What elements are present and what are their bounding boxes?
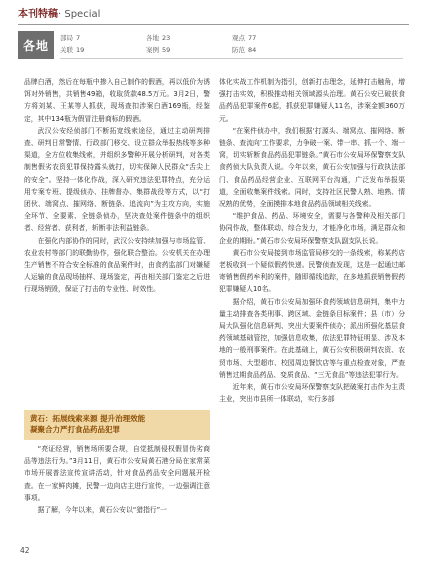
stat-name: 各地 [146, 34, 159, 42]
stat-value: 7 [76, 34, 81, 42]
paragraph: 黄石市公安局接到市场监管局移交的一条线索，称某药店老板收到一个疑似假药快递。民警侦查发现，这是一起通过邮寄销售假药牟利的案件，随即循线追踪，在多地抓获销售假药犯罪嫌疑人10名。 [219, 248, 405, 294]
paragraph: 体化实战工作机制为指引，创新打击理念，延伸打击触角，增强打击实效，积极推动相关领域源头治理。黄石公安已破获食品药品犯罪案件6起，抓获犯罪嫌疑人11名，涉案金额360万元。 [219, 78, 405, 123]
stat-item [232, 33, 256, 42]
stat-name: 部局 [60, 34, 73, 42]
stat-item [146, 33, 170, 42]
paragraph: 据了解，今年以来，黄石公安以“猎指行”一 [37, 506, 167, 515]
left-column [24, 76, 210, 296]
stat-item [60, 33, 80, 42]
stat-value: 84 [248, 46, 257, 54]
header-subtitle: · Special [58, 9, 101, 20]
left-column-lower [24, 443, 210, 516]
stat-name: 观点 [232, 34, 245, 42]
section-subheading [24, 410, 210, 440]
stat-name: 案例 [146, 46, 159, 54]
paragraph: 武汉公安经侦部门不断拓宽线索途径，通过主动研判排查、研判日常警情、行政部门移交、设立群众举报热线等多种渠道，全方位收集线索，并组织多警种开展分析研判，对各类制售假劣农资犯罪保持露头就打，切实保障人民群众“舌尖上的安全”。坚持一体化作战，深入研究违法犯罪特点，充分运用专案专班、提级侦办、挂牌督办、集群战役等方式，以“打团伙、端窝点、摧网络、断链条、追流向”为主攻方向，实施全环节、全要素、全链条侦办，坚决查处案件链条中的组织者、经营者、获利者，斩断非法利益链条。 [24, 126, 210, 233]
stat-name: 防范 [232, 46, 245, 54]
page-number: 42 [20, 546, 30, 555]
stat-name: 关联 [60, 46, 73, 54]
stat-item [232, 45, 256, 54]
region-divider [60, 58, 403, 59]
right-column [219, 76, 405, 405]
paragraph: 近年来，黄石市公安局环保警察支队把破案打击作为主责主业，突出市县所一体联动，实行多部 [219, 383, 405, 404]
paragraph: 据介绍，黄石市公安局加强环食药领域信息研判，集中力量主动排查各类刑事、跨区域、金链条目标案件；县（市）分局大队强化信息研判、突出大要案件侦办；派出所强化基层食药领域基础管控，加强信息收集，依法犯罪特征明显、涉及本地的一般刑事案件。在此基础上，黄石公安积极研判农资、农贸市场、大型超市、校园周边餐饮店等与重点检查对象，严查销售过期食品药品、变质食品、“三无食品”等违法犯罪行为。 [219, 297, 405, 379]
stat-value: 59 [162, 46, 171, 54]
header-rule [18, 24, 409, 25]
region-info-box [18, 31, 403, 59]
stat-item [60, 45, 84, 54]
header-title-main: 本刊特稿 [18, 9, 58, 20]
paragraph: 品牌白酒，然后在每瓶中掺入自己制作的假酒，再以低价为诱饵对外销售，共销售49箱，收取货款48.5万元。3月2日，警方将刘某、王某等人抓获，现场查扣涉案白酒169瓶，经鉴定，其中134瓶为假冒注册商标的假酒。 [24, 78, 210, 123]
stat-value: 23 [162, 34, 171, 42]
paragraph: 在强化内部协作的同时，武汉公安持续加强与市场监管、农业农村等部门的联勤协作，强化联合整治。公安机关在办理生产销售不符合安全标准的食品案件时，由食药监部门对嫌疑人运输的食品现场抽样、现场鉴定，再由相关部门鉴定之后进行现场销毁，保证了打击的专业性、时效性。 [24, 236, 210, 294]
paragraph: “亮证经营，销售场所要合规，自觉抵制侵权假冒伪劣商品等违法行为。”3月11日，黄石市公安局黄石港分局在家常菜市场开展普法宣传宣讲活动，针对食品药品安全问题展开检查。在一家鲜肉摊，民警一边向店主进行宣传，一边强调注意事项。 [24, 445, 210, 502]
stat-value: 77 [248, 34, 257, 42]
header-title [18, 5, 100, 20]
paragraph: “在案件侦办中，我们根据‘打源头、端窝点、摧网络、断链条、查流向’工作要求，力争破一案、带一串、抓一个、端一窝，切实斩断食品药品犯罪链条。”黄石市公安局环保警察支队食药侦大队负责人说。今年以来，黄石公安加强与行政执法部门、食品药品经营企业、互联网平台沟通，广泛发布举报渠道，全面收集案件线索。同时，支持社区民警人熟、地熟、情况熟的优势，全面摸排本地食品药品领域相关线索。 [219, 126, 405, 209]
region-label: 各地 [18, 31, 54, 59]
stat-item [146, 45, 170, 54]
subheading-line-2: 凝聚合力严打食品药品犯罪 [30, 425, 120, 434]
region-stats [60, 33, 390, 57]
paragraph: “维护食品、药品、环境安全，需要与各警种及相关部门协同作战，整体联动、综合发力，才能净化市场，满足群众和企业的期盼。”黄石市公安局环保警察支队副支队长说。 [219, 212, 405, 245]
stat-value: 19 [76, 46, 85, 54]
subheading-line-1: 黄石：拓展线索来源 提升治理效能 [30, 414, 146, 423]
